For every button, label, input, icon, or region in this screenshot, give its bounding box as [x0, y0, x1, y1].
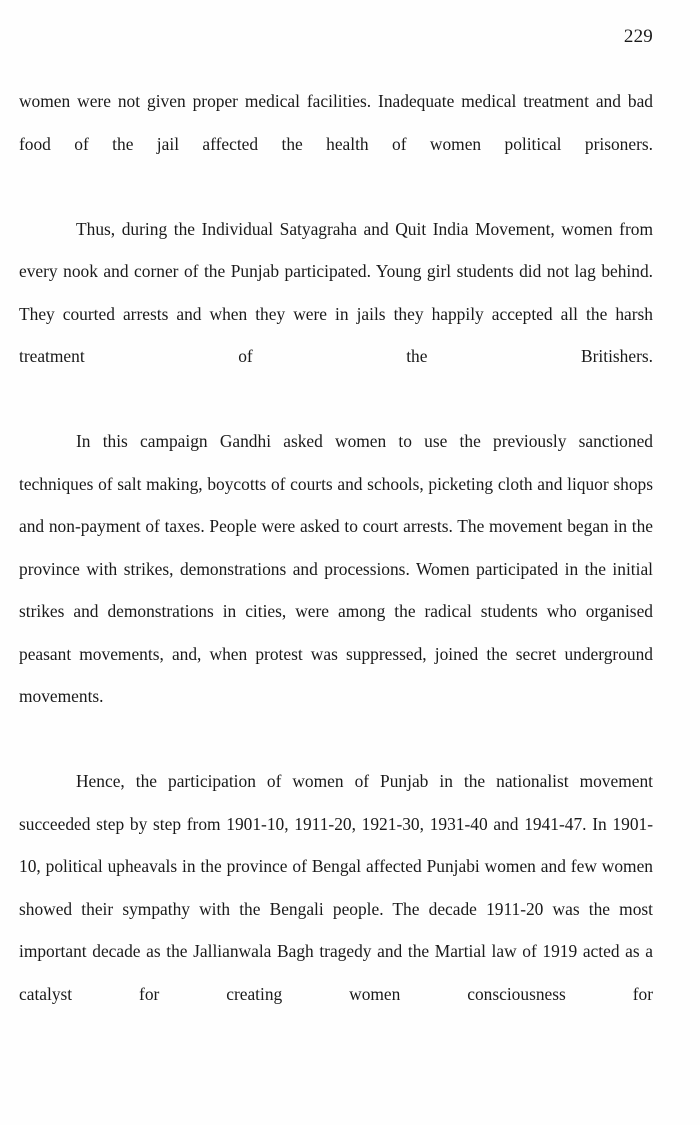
paragraph: women were not given proper medical facilities. Inadequate medical treatment and bad food of the jail affected the health of women political prisoners. [19, 91, 653, 154]
paragraph: Hence, the participation of women of Punjab in the nationalist movement succeeded step by step from 1901-10, 1911-20, 1921-30, 1931-40 and 1941-47. In 1901-10, political upheavals in the province of Bengal affected Punjabi women and few women showed their sympathy with the Bengali people. The decade 1911-20 was the most important decade as the Jallianwala Bagh tragedy and the Martial law of 1919 acted as a catalyst for creating women consciousness for [19, 771, 653, 1004]
paragraph: Thus, during the Individual Satyagraha and Quit India Movement, women from every nook and corner of the Punjab participated. Young girl students did not lag behind. They courted arrests and when they were in jails they happily accepted all the harsh treatment of the Britishers. [19, 218, 653, 366]
paragraph: In this campaign Gandhi asked women to use the previously sanctioned techniques of salt making, boycotts of courts and schools, picketing cloth and liquor shops and non-payment of taxes. People were asked to court arrests. The movement began in the province with strikes, demonstrations and processions. Women participated in the initial strikes and demonstrations in cities, were among the radical students who organised peasant movements, and, when protest was suppressed, joined the secret underground movements. [19, 431, 653, 706]
page-header [19, 20, 653, 54]
page-number: 229 [623, 26, 653, 47]
document-body [19, 80, 653, 1058]
